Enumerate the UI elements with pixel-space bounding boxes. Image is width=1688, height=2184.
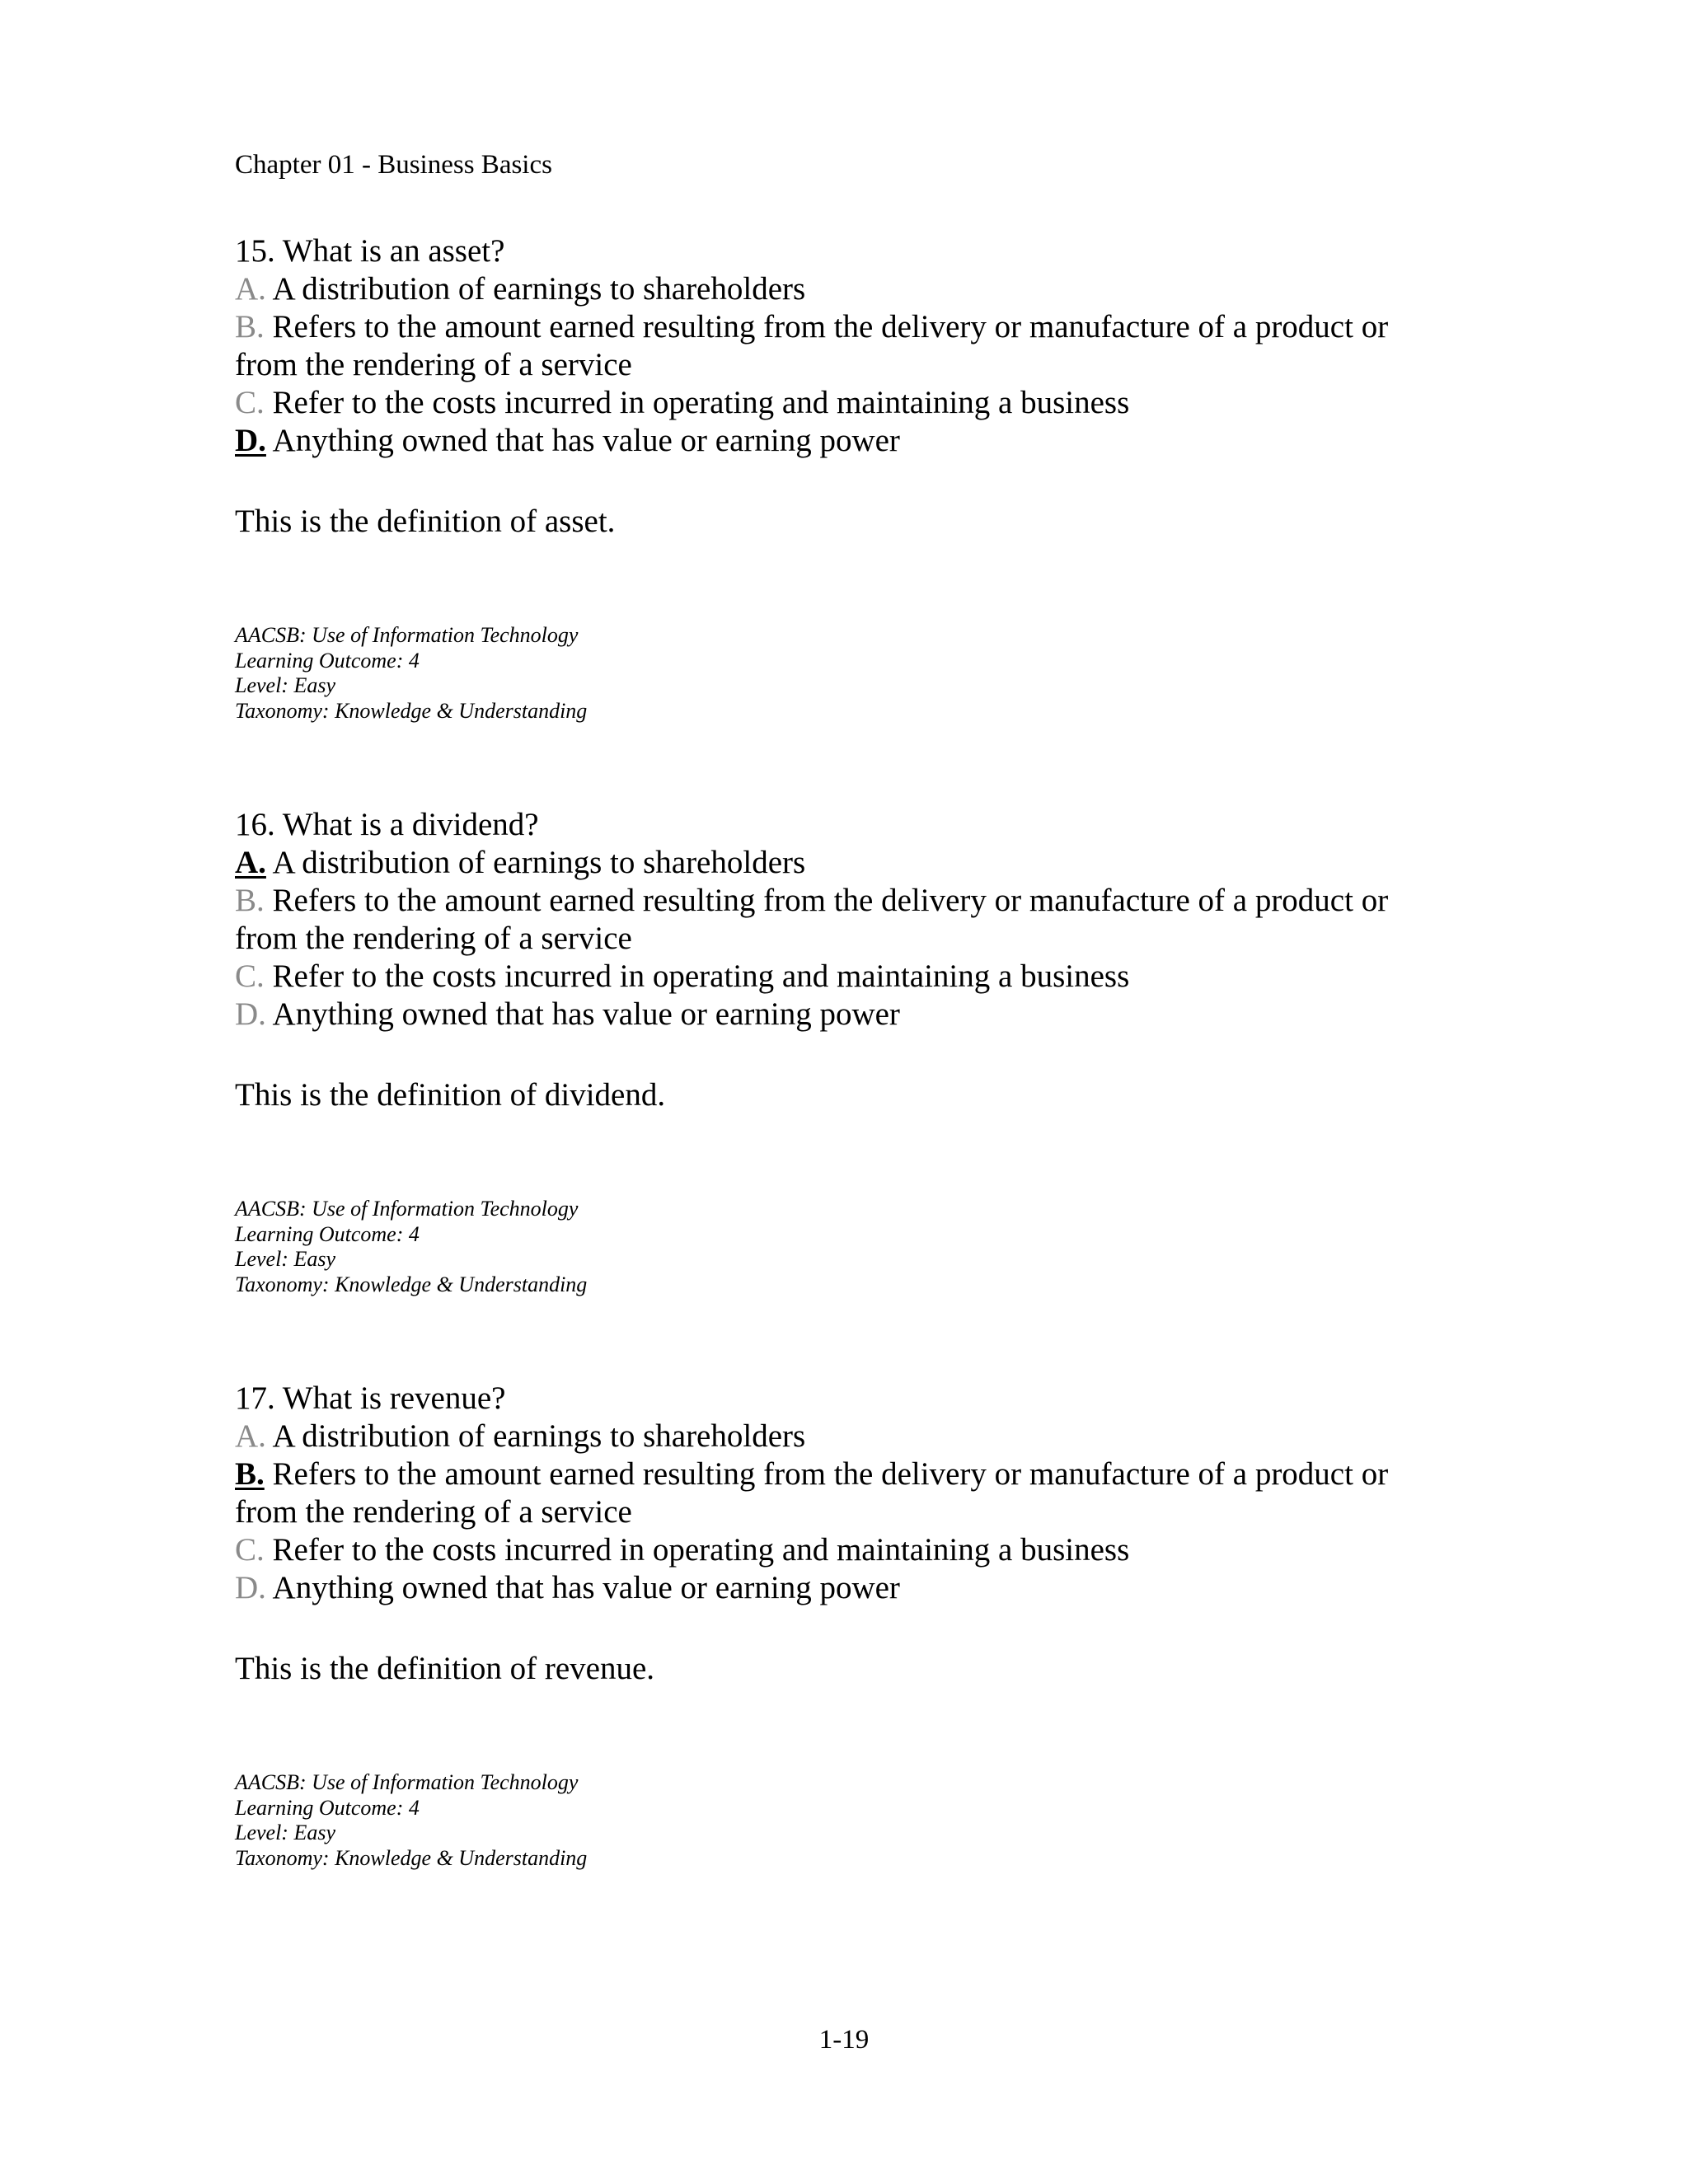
option-b bbox=[235, 1455, 1455, 1531]
difficulty-level: Level: Easy bbox=[235, 1247, 336, 1271]
option-b bbox=[235, 308, 1455, 384]
taxonomy: Taxonomy: Knowledge & Understanding bbox=[235, 698, 588, 723]
option-d bbox=[235, 996, 1455, 1033]
question-16 bbox=[235, 806, 1455, 1297]
option-text: Refer to the costs incurred in operating and maintaining a business bbox=[272, 385, 1130, 420]
question-metadata bbox=[235, 1770, 1455, 1871]
option-text: Refer to the costs incurred in operating and maintaining a business bbox=[272, 1532, 1130, 1568]
aacsb-tag: AACSB: Use of Information Technology bbox=[235, 1197, 579, 1221]
option-a bbox=[235, 844, 1455, 882]
question-metadata bbox=[235, 623, 1455, 724]
option-text: A distribution of earnings to shareholders bbox=[272, 271, 806, 307]
learning-outcome: Learning Outcome: 4 bbox=[235, 1221, 420, 1246]
question-17 bbox=[235, 1380, 1455, 1871]
option-letter: C. bbox=[235, 1532, 265, 1568]
option-d bbox=[235, 1569, 1455, 1607]
option-letter: D. bbox=[235, 996, 266, 1032]
question-text: 15. What is an asset? bbox=[235, 233, 505, 269]
question-text: 17. What is revenue? bbox=[235, 1380, 506, 1416]
option-c bbox=[235, 1531, 1455, 1569]
option-text: A distribution of earnings to shareholders bbox=[272, 845, 806, 880]
chapter-header: Chapter 01 - Business Basics bbox=[235, 150, 552, 180]
option-letter-correct: B. bbox=[235, 1456, 265, 1492]
explanation: This is the definition of dividend. bbox=[235, 1077, 666, 1113]
option-text: Refers to the amount earned resulting from the delivery or manufacture of a product or from the rendering of a service bbox=[235, 883, 1389, 956]
option-text: Anything owned that has value or earning power bbox=[272, 996, 900, 1032]
option-b bbox=[235, 882, 1455, 958]
option-text: Refers to the amount earned resulting from the delivery or manufacture of a product or from the rendering of a service bbox=[235, 309, 1389, 382]
option-letter: C. bbox=[235, 385, 265, 420]
option-letter: D. bbox=[235, 1570, 266, 1605]
option-letter: B. bbox=[235, 883, 265, 918]
explanation: This is the definition of revenue. bbox=[235, 1651, 655, 1686]
explanation: This is the definition of asset. bbox=[235, 504, 616, 539]
option-a bbox=[235, 1418, 1455, 1455]
aacsb-tag: AACSB: Use of Information Technology bbox=[235, 1770, 579, 1794]
question-text: 16. What is a dividend? bbox=[235, 807, 539, 842]
option-letter: B. bbox=[235, 309, 265, 344]
option-text: Refers to the amount earned resulting from the delivery or manufacture of a product or from the rendering of a service bbox=[235, 1456, 1389, 1530]
option-c bbox=[235, 958, 1455, 996]
option-text: Anything owned that has value or earning power bbox=[272, 1570, 900, 1605]
option-letter: C. bbox=[235, 958, 265, 994]
option-text: Anything owned that has value or earning power bbox=[272, 423, 900, 458]
option-a bbox=[235, 270, 1455, 308]
aacsb-tag: AACSB: Use of Information Technology bbox=[235, 623, 579, 647]
difficulty-level: Level: Easy bbox=[235, 1821, 336, 1844]
option-letter-correct: D. bbox=[235, 423, 266, 458]
difficulty-level: Level: Easy bbox=[235, 673, 336, 697]
option-d bbox=[235, 422, 1455, 460]
option-letter: A. bbox=[235, 271, 266, 307]
taxonomy: Taxonomy: Knowledge & Understanding bbox=[235, 1845, 588, 1870]
question-metadata bbox=[235, 1197, 1455, 1297]
option-c bbox=[235, 384, 1455, 422]
page-number: 1-19 bbox=[818, 2025, 870, 2055]
learning-outcome: Learning Outcome: 4 bbox=[235, 648, 420, 673]
taxonomy: Taxonomy: Knowledge & Understanding bbox=[235, 1272, 588, 1296]
learning-outcome: Learning Outcome: 4 bbox=[235, 1795, 420, 1820]
option-text: Refer to the costs incurred in operating and maintaining a business bbox=[272, 958, 1130, 994]
option-letter: A. bbox=[235, 1418, 266, 1454]
option-letter-correct: A. bbox=[235, 845, 266, 880]
option-text: A distribution of earnings to shareholders bbox=[272, 1418, 806, 1454]
question-15 bbox=[235, 232, 1455, 724]
